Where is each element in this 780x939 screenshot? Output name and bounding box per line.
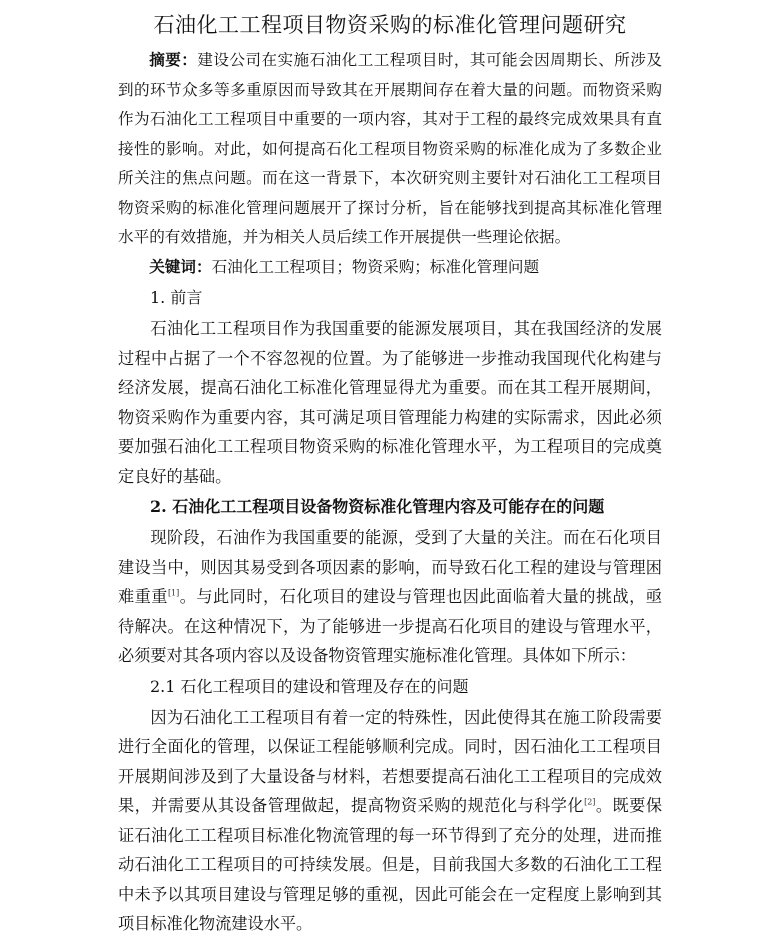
paper-title: 石油化工工程项目物资采购的标准化管理问题研究 — [153, 13, 627, 37]
abstract-label: 摘要： — [149, 51, 198, 69]
abstract-section — [118, 46, 662, 253]
abstract-text: 建设公司在实施石油化工工程项目时，其可能会因周期长、所涉及到的环节众多等多重原因而导致其在开展期间存在着大量的问题。而物资采购作为石油化工工程项目中重要的一项内容，其对于工程的最终完成效果具有直接性的影响。对此，如何提高石化工程项目物资采购的标准化成为了多数企业所关注的焦点问题。而在这一背景下，本次研究则主要针对石油化工工程项目物资采购的标准化管理问题展开了探讨分析，旨在能够找到提高其标准化管理水平的有效措施，并为相关人员后续工作开展提供一些理论依据。 — [118, 51, 662, 246]
section-1-paragraph: 石油化工工程项目作为我国重要的能源发展项目，其在我国经济的发展过程中占据了一个不容忽视的位置。为了能够进一步推动我国现代化构建与经济发展，提高石油化工标准化管理显得尤为重要。而在其工程开展期间，物资采购作为重要内容，其可满足项目管理能力构建的实际需求，因此必须要加强石油化工工程项目物资采购的标准化管理水平，为工程项目的完成奠定良好的基础。 — [118, 319, 662, 486]
section-heading-2: 2. 石油化工工程项目设备物资标准化管理内容及可能存在的问题 — [150, 497, 605, 516]
section-heading-1: 1. 前言 — [150, 288, 203, 307]
citation-ref-1: [1] — [167, 588, 180, 598]
section-2-1-text-a: 因为石油化工工程项目有着一定的特殊性，因此使得其在施工阶段需要进行全面化的管理，以保证工程能够顺利完成。同时，因石油化工工程项目开展期间涉及到了大量设备与材料，若想要提高石油化工工程项目的完成效果，并需要从其设备管理做起，提高物资采购的规范化与科学化 — [118, 707, 662, 815]
keywords-line — [118, 253, 662, 283]
section-2-paragraph — [118, 523, 662, 671]
section-2-1-paragraph — [118, 703, 662, 939]
abstract-paragraph — [118, 46, 662, 253]
section-heading-2-1: 2.1 石化工程项目的建设和管理及存在的问题 — [150, 676, 469, 696]
section-2-text-a: 现阶段，石油作为我国重要的能源，受到了大量的关注。而在石化项目建设当中，则因其易受到各项因素的影响，而导致石化工程的建设与管理困难重重 — [118, 528, 662, 606]
section-2-text-b: 。与此同时，石化项目的建设与管理也因此面临着大量的挑战，亟待解决。在这种情况下，为了能够进一步提高石化项目的建设与管理水平，必须要对其各项内容以及设备物资管理实施标准化管理。具体如下所示： — [118, 587, 662, 665]
citation-ref-2: [2] — [584, 797, 596, 807]
keywords-text: 石油化工工程项目；物资采购；标准化管理问题 — [211, 257, 540, 276]
keywords-label: 关键词： — [149, 257, 212, 276]
section-2-1-text-b: 。既要保证石油化工工程项目标准化物流管理的每一环节得到了充分的处理，进而推动石油化工工程项目的可持续发展。但是，目前我国大多数的石油化工工程中未予以其项目建设与管理足够的重视，因此可能会在一定程度上影响到其项目标准化物流建设水平。 — [118, 796, 663, 933]
